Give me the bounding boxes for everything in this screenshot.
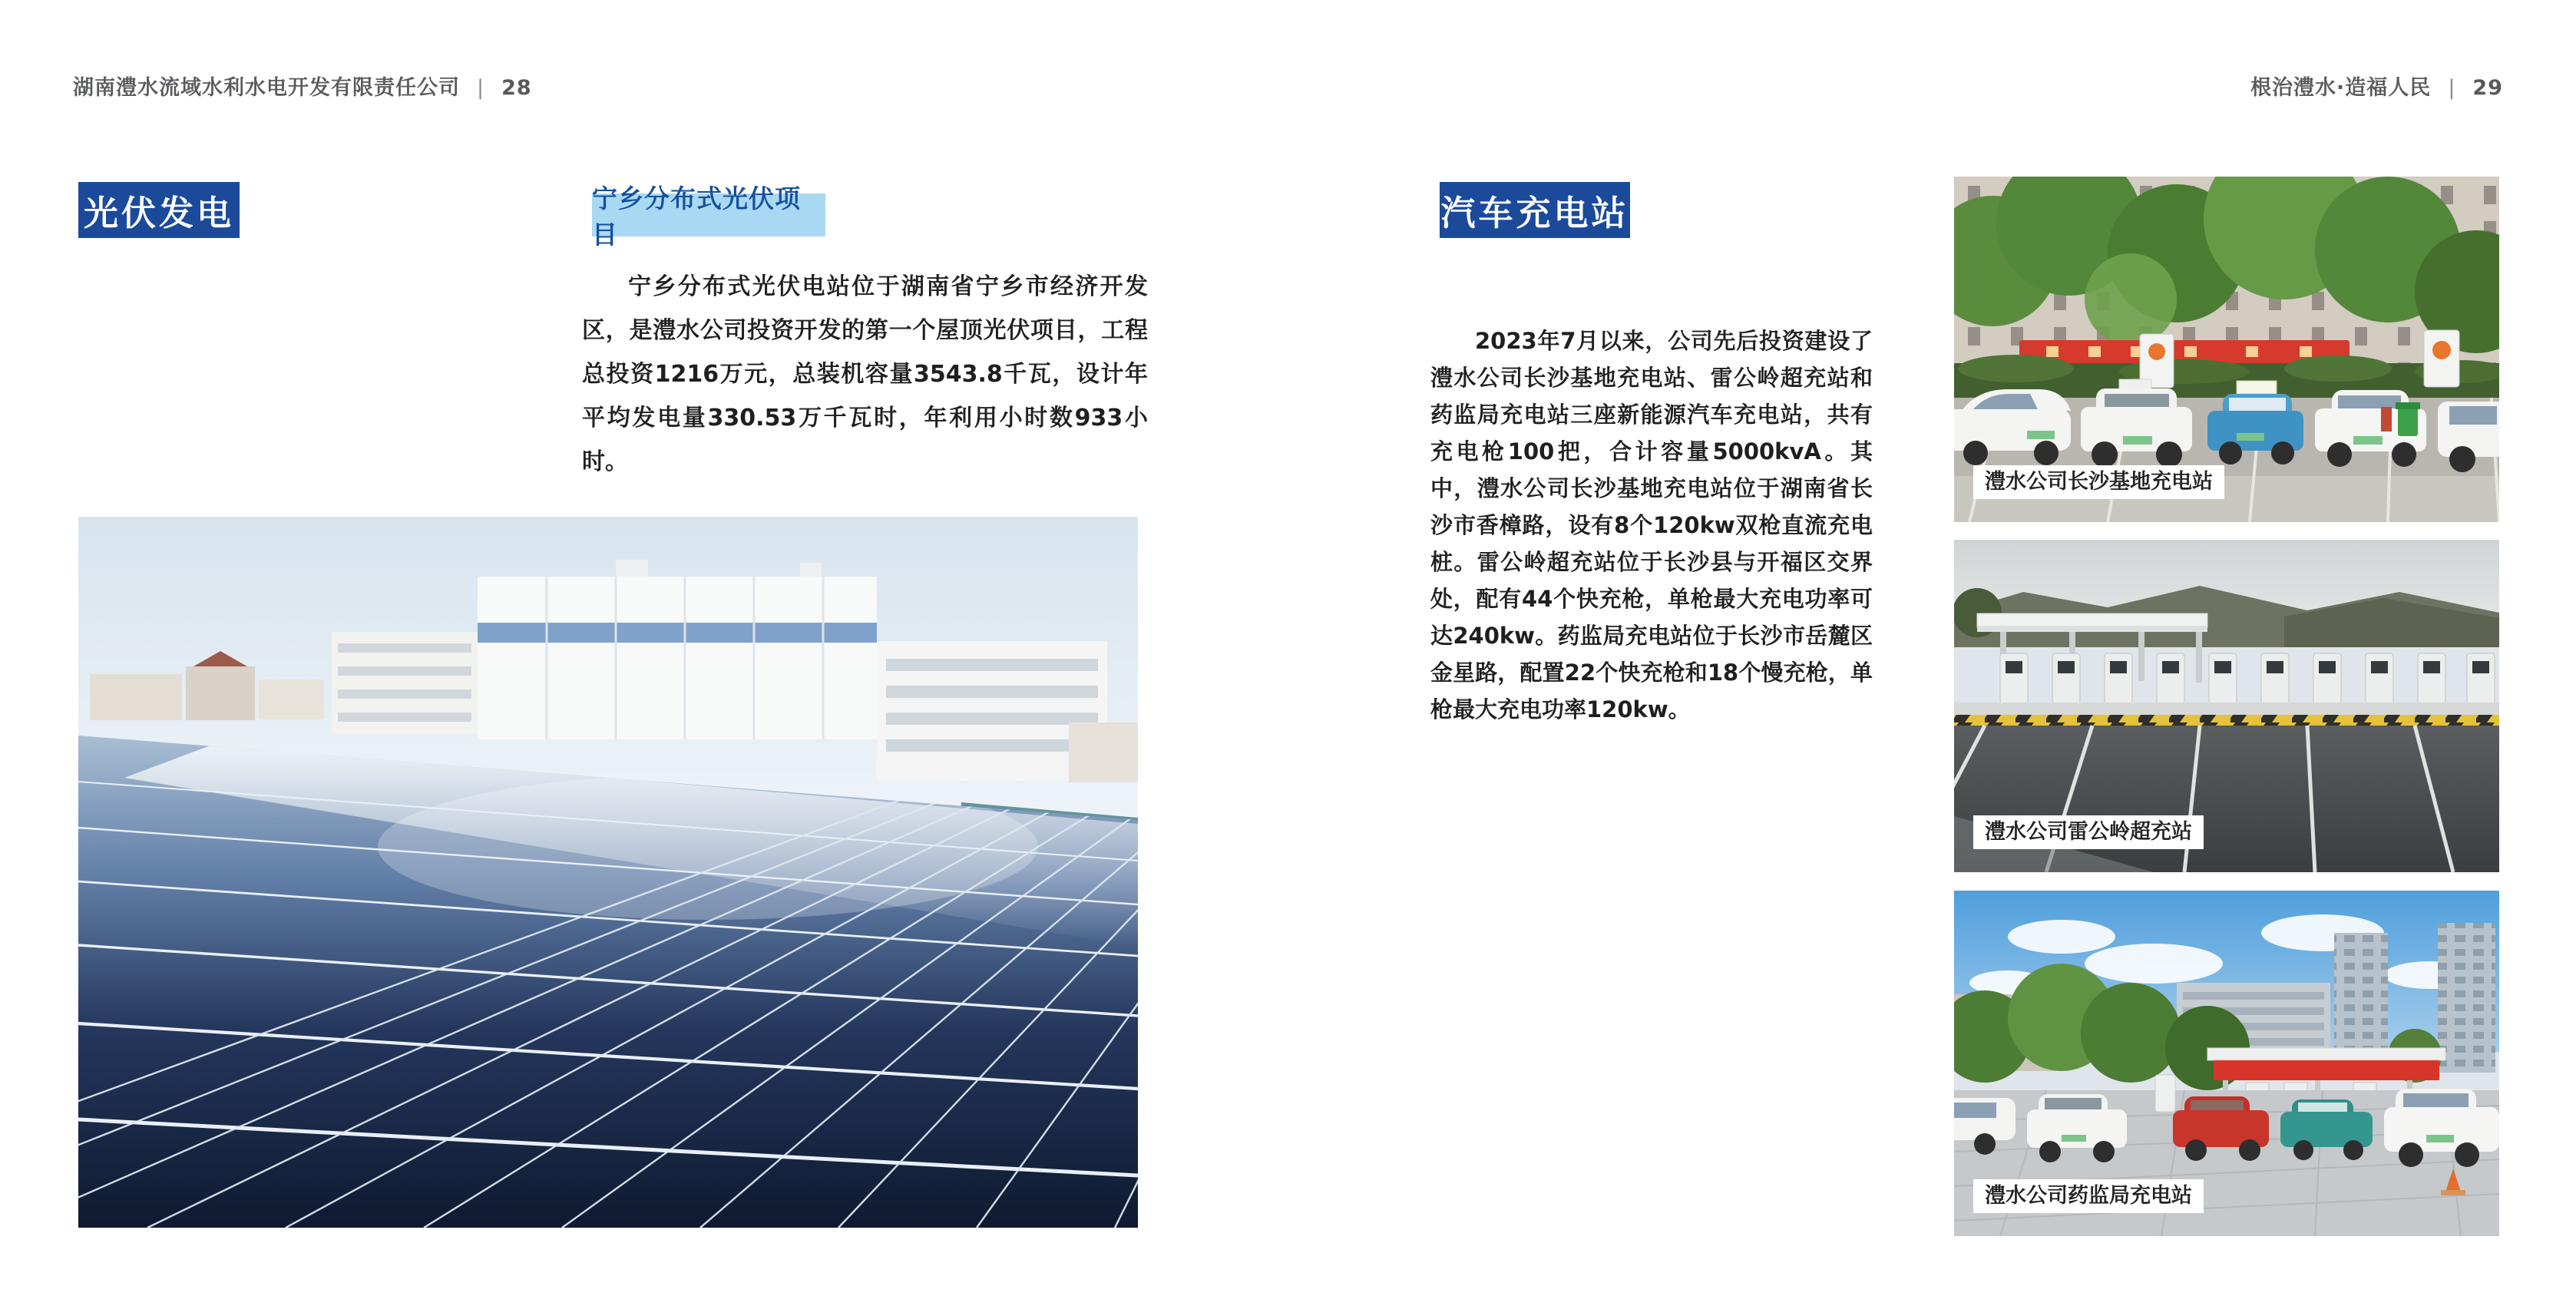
leigongling-station-photo — [1954, 540, 2499, 872]
page-number-right: 29 — [2472, 76, 2503, 100]
yaojianju-station-photo — [1954, 891, 2499, 1236]
company-name: 湖南澧水流域水利水电开发有限责任公司 — [73, 76, 460, 100]
rooftop-solar-panels-photo — [78, 517, 1138, 1228]
changsha-base-station-photo — [1954, 177, 2499, 522]
charging-stations-paragraph: 2023年7月以来，公司先后投资建设了澧水公司长沙基地充电站、雷公岭超充站和药监局充电站三座新能源汽车充电站，共有充电枪100把，合计容量5000kvA。其中，澧水公司长沙基地充电站位于湖南省长沙市香樟路，设有8个120kw双枪直流充电桩。雷公岭超充站位于长沙县与开福区交界处，配有44个快充枪，单枪最大充电功率可达240kw。药监局充电站位于长沙市岳麓区金星路，配置22个快充枪和18个慢充枪，单枪最大充电功率120kw。 — [1430, 328, 1873, 722]
page-header-right — [2250, 71, 2503, 101]
section-title-charging-label: 汽车充电站 — [1440, 193, 1629, 233]
solar-panels-illustration — [78, 517, 1138, 1228]
header-divider-right: | — [2448, 76, 2456, 100]
photo-caption-leigongling: 澧水公司雷公岭超充站 — [1973, 815, 2204, 849]
section-title-photovoltaic — [78, 182, 240, 238]
header-divider-left: | — [477, 76, 485, 100]
subsection-title-ningxiang-pv: 宁乡分布式光伏项目 — [592, 193, 825, 236]
page-header-left — [73, 71, 532, 101]
section-title-charging-stations — [1440, 182, 1630, 238]
slogan-text: 根治澧水·造福人民 — [2250, 76, 2432, 100]
photovoltaic-paragraph: 宁乡分布式光伏电站位于湖南省宁乡市经济开发区，是澧水公司投资开发的第一个屋顶光伏项目，工程总投资1216万元，总装机容量3543.8千瓦，设计年平均发电量330.53万千瓦时，年利用小时数933小时。 — [582, 273, 1148, 475]
page-number-left: 28 — [501, 76, 532, 100]
section-title-photovoltaic-label: 光伏发电 — [83, 193, 234, 233]
photo-caption-yaojianju: 澧水公司药监局充电站 — [1973, 1179, 2204, 1213]
photo-caption-changsha-base: 澧水公司长沙基地充电站 — [1973, 465, 2224, 499]
